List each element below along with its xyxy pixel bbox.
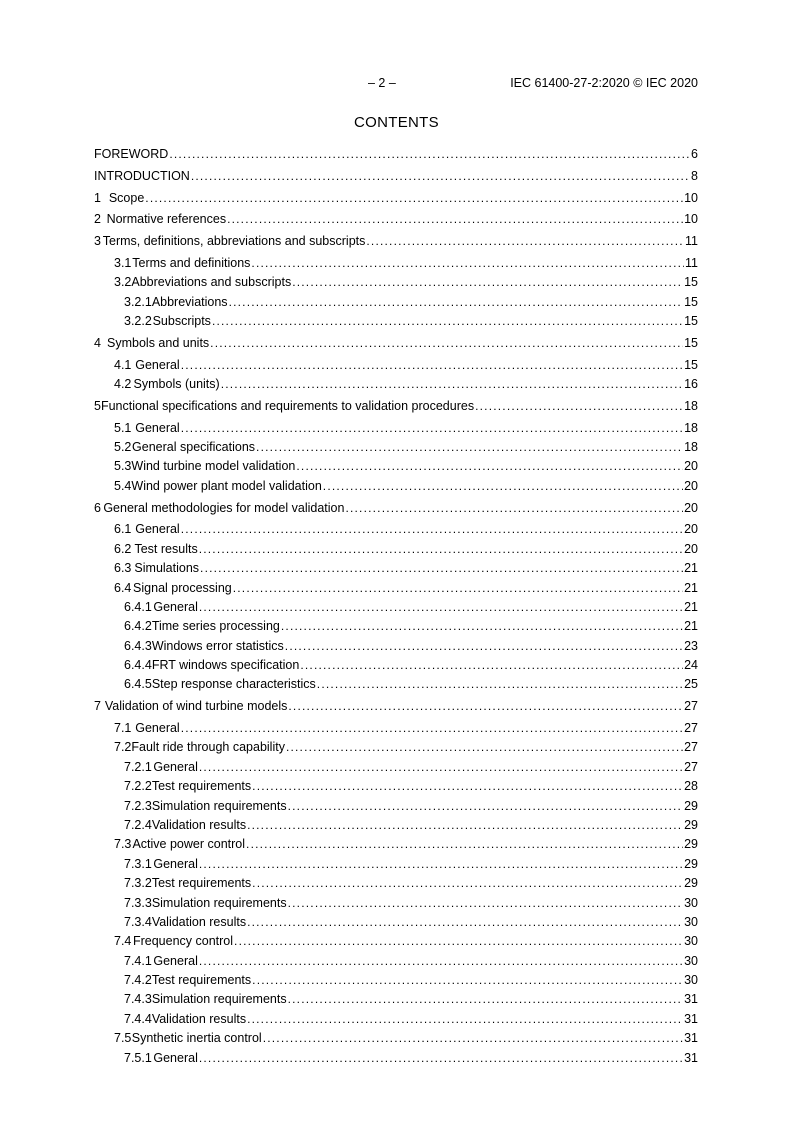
- toc-entry-title: Terms, definitions, abbreviations and subscripts: [103, 232, 367, 251]
- toc-entry-page: 20: [684, 459, 698, 474]
- toc-entry[interactable]: [94, 293, 698, 312]
- toc-entry-title: General: [135, 520, 180, 539]
- toc-entry-number: 2: [94, 212, 101, 227]
- toc-entry[interactable]: [94, 675, 698, 694]
- toc-entry-title: Abbreviations and subscripts: [131, 273, 292, 292]
- toc-entry-number: 7.4: [114, 934, 132, 949]
- toc-entry-page: 30: [684, 953, 698, 968]
- toc-leader-dots: [247, 816, 683, 835]
- toc-entry-title: Test requirements: [152, 777, 252, 796]
- toc-entry[interactable]: [94, 210, 698, 229]
- toc-entry[interactable]: [94, 952, 698, 971]
- toc-entry-title: Subscripts: [153, 312, 212, 331]
- toc-entry[interactable]: [94, 273, 698, 292]
- toc-entry-number: 5.4: [114, 478, 132, 493]
- toc-leader-dots: [212, 312, 683, 331]
- toc-entry-page: 21: [684, 619, 698, 634]
- toc-leader-dots: [288, 697, 683, 716]
- toc-entry[interactable]: [94, 438, 698, 457]
- toc-leader-dots: [285, 637, 683, 656]
- page-header: [0, 76, 793, 92]
- toc-entry-number: 6.4.1: [124, 599, 152, 614]
- toc-leader-dots: [345, 499, 683, 518]
- toc-entry-number: 3.2.1: [124, 294, 152, 309]
- toc-entry-title: Frequency control: [133, 932, 234, 951]
- toc-entry-number: 7: [94, 699, 101, 714]
- toc-entry-number: 3.1: [114, 255, 132, 270]
- toc-entry-number: 6.4.5: [124, 677, 152, 692]
- toc-leader-dots: [247, 913, 683, 932]
- toc-leader-dots: [252, 971, 683, 990]
- toc-leader-dots: [199, 540, 683, 559]
- document-reference: IEC 61400-27-2:2020 © IEC 2020: [510, 76, 698, 90]
- toc-leader-dots: [234, 932, 683, 951]
- toc-leader-dots: [199, 1049, 683, 1068]
- toc-entry-page: 20: [684, 541, 698, 556]
- toc-entry-title: Test results: [134, 540, 198, 559]
- toc-entry-number: 7.3: [114, 837, 132, 852]
- contents-title: CONTENTS: [354, 114, 439, 131]
- toc-entry-title: Wind turbine model validation: [131, 457, 296, 476]
- toc-entry-number: 7.5: [114, 1031, 132, 1046]
- toc-entry-number: 7.1: [114, 721, 132, 736]
- toc-entry[interactable]: [94, 312, 698, 331]
- toc-entry[interactable]: [94, 559, 698, 578]
- toc-entry-number: 6.4.3: [124, 638, 152, 653]
- toc-entry[interactable]: [94, 397, 698, 416]
- toc-entry-title: General: [135, 419, 180, 438]
- toc-entry-number: 4.1: [114, 357, 132, 372]
- toc-entry[interactable]: [94, 457, 698, 476]
- toc-entry-number: 6.3: [114, 561, 132, 576]
- toc-entry[interactable]: [94, 1010, 698, 1029]
- toc-entry-page: 18: [684, 420, 698, 435]
- toc-entry-number: 6.4.4: [124, 658, 152, 673]
- toc-entry[interactable]: [94, 932, 698, 951]
- toc-entry[interactable]: [94, 894, 698, 913]
- toc-entry-page: 27: [684, 699, 698, 714]
- toc-entry[interactable]: [94, 598, 698, 617]
- toc-entry-page: 27: [684, 721, 698, 736]
- toc-leader-dots: [286, 738, 683, 757]
- toc-entry-number: 5.1: [114, 420, 132, 435]
- toc-entry-page: 29: [684, 837, 698, 852]
- toc-entry-title: Symbols and units: [107, 334, 210, 353]
- toc-entry[interactable]: [94, 375, 698, 394]
- toc-leader-dots: [199, 598, 683, 617]
- toc-entry-number: 7.3.2: [124, 876, 152, 891]
- toc-leader-dots: [252, 777, 683, 796]
- toc-entry[interactable]: [94, 540, 698, 559]
- toc-entry-title: Fault ride through capability: [131, 738, 286, 757]
- toc-entry-page: 31: [684, 992, 698, 1007]
- toc-entry-title: Windows error statistics: [152, 637, 285, 656]
- toc-entry[interactable]: [94, 520, 698, 539]
- toc-entry-page: 15: [684, 294, 698, 309]
- toc-entry-title: General methodologies for model validation: [103, 499, 345, 518]
- toc-entry-page: 31: [684, 1050, 698, 1065]
- toc-entry-title: Terms and definitions: [132, 254, 251, 273]
- toc-entry-title: Active power control: [132, 835, 246, 854]
- toc-entry-number: 6.4: [114, 580, 132, 595]
- toc-entry-title: Validation results: [152, 816, 247, 835]
- toc-entry[interactable]: [94, 697, 698, 716]
- toc-entry-page: 24: [684, 658, 698, 673]
- toc-entry-title: Step response characteristics: [152, 675, 317, 694]
- toc-entry-page: 11: [685, 234, 698, 249]
- toc-entry-number: 7.3.3: [124, 895, 152, 910]
- toc-entry-number: 3.2: [114, 275, 132, 290]
- toc-entry[interactable]: [94, 1049, 698, 1068]
- toc-leader-dots: [251, 254, 684, 273]
- toc-entry-number: 6.1: [114, 522, 132, 537]
- toc-entry-number: 7.2.1: [124, 759, 152, 774]
- toc-entry[interactable]: [94, 499, 698, 518]
- toc-entry-page: 21: [684, 561, 698, 576]
- toc-leader-dots: [296, 457, 683, 476]
- toc-entry-title: INTRODUCTION: [94, 167, 191, 186]
- toc-entry-page: 29: [684, 817, 698, 832]
- toc-entry-title: Wind power plant model validation: [131, 477, 322, 496]
- toc-entry[interactable]: [94, 637, 698, 656]
- toc-leader-dots: [181, 719, 683, 738]
- toc-entry-page: 18: [684, 439, 698, 454]
- toc-entry-number: 3.2.2: [124, 314, 152, 329]
- toc-entry-title: General: [135, 719, 180, 738]
- toc-entry[interactable]: [94, 913, 698, 932]
- toc-entry-number: 4: [94, 335, 101, 350]
- toc-entry[interactable]: [94, 971, 698, 990]
- toc-entry-page: 20: [684, 522, 698, 537]
- toc-leader-dots: [281, 617, 683, 636]
- toc-entry-title: Normative references: [107, 210, 228, 229]
- toc-entry-title: Signal processing: [133, 579, 233, 598]
- toc-leader-dots: [263, 1029, 683, 1048]
- toc-entry[interactable]: [94, 334, 698, 353]
- toc-entry[interactable]: [94, 719, 698, 738]
- toc-leader-dots: [233, 579, 683, 598]
- toc-leader-dots: [323, 477, 683, 496]
- toc-entry-title: Simulation requirements: [152, 990, 288, 1009]
- toc-entry-page: 10: [684, 212, 698, 227]
- toc-entry-page: 18: [684, 398, 698, 413]
- toc-entry[interactable]: [94, 617, 698, 636]
- toc-entry[interactable]: [94, 777, 698, 796]
- toc-entry-title: Time series processing: [152, 617, 281, 636]
- toc-entry-title: General: [153, 1049, 198, 1068]
- toc-entry[interactable]: [94, 738, 698, 757]
- toc-entry-page: 30: [684, 914, 698, 929]
- toc-entry-title: Test requirements: [152, 874, 252, 893]
- toc-entry-title: Validation results: [152, 913, 247, 932]
- toc-entry[interactable]: [94, 1029, 698, 1048]
- toc-entry[interactable]: [94, 990, 698, 1009]
- toc-entry-number: 7.2.2: [124, 779, 152, 794]
- toc-entry-title: Validation of wind turbine models: [105, 697, 289, 716]
- toc-entry-title: Synthetic inertia control: [132, 1029, 263, 1048]
- toc-entry-page: 20: [684, 478, 698, 493]
- toc-entry[interactable]: [94, 356, 698, 375]
- toc-entry[interactable]: [94, 189, 698, 208]
- toc-entry-page: 20: [684, 500, 698, 515]
- toc-entry-page: 25: [684, 677, 698, 692]
- toc-entry-page: 30: [684, 895, 698, 910]
- toc-entry-title: Functional specifications and requirements to validation procedures: [101, 397, 475, 416]
- toc-entry[interactable]: [94, 232, 698, 251]
- toc-entry-number: 7.4.4: [124, 1011, 152, 1026]
- toc-entry-title: Simulation requirements: [152, 797, 288, 816]
- toc-entry[interactable]: [94, 579, 698, 598]
- toc-leader-dots: [181, 419, 683, 438]
- toc-entry-title: Simulations: [134, 559, 200, 578]
- toc-entry[interactable]: [94, 419, 698, 438]
- toc-entry-number: 7.5.1: [124, 1050, 152, 1065]
- toc-entry-page: 28: [684, 779, 698, 794]
- toc-entry-title: General: [153, 598, 198, 617]
- table-of-contents: [94, 145, 698, 1068]
- toc-leader-dots: [191, 167, 690, 186]
- toc-entry[interactable]: [94, 797, 698, 816]
- toc-entry-number: 6: [94, 500, 101, 515]
- toc-leader-dots: [221, 375, 683, 394]
- toc-entry-title: FRT windows specification: [152, 656, 301, 675]
- toc-entry-page: 21: [684, 599, 698, 614]
- toc-entry-page: 8: [691, 168, 698, 183]
- toc-entry-page: 16: [684, 377, 698, 392]
- toc-entry[interactable]: [94, 874, 698, 893]
- toc-entry-title: General specifications: [132, 438, 256, 457]
- toc-entry[interactable]: [94, 855, 698, 874]
- toc-entry-page: 31: [684, 1011, 698, 1026]
- toc-leader-dots: [246, 835, 683, 854]
- toc-entry-number: 3: [94, 234, 101, 249]
- toc-entry-page: 29: [684, 798, 698, 813]
- toc-entry-title: Simulation requirements: [152, 894, 288, 913]
- toc-entry[interactable]: [94, 835, 698, 854]
- toc-entry-page: 15: [684, 335, 698, 350]
- toc-entry-title: Validation results: [152, 1010, 247, 1029]
- toc-entry-title: General: [153, 855, 198, 874]
- toc-entry-number: 7.2.4: [124, 817, 152, 832]
- toc-entry-page: 27: [684, 740, 698, 755]
- toc-entry[interactable]: [94, 145, 698, 164]
- page-number: – 2 –: [368, 76, 396, 90]
- toc-leader-dots: [256, 438, 683, 457]
- toc-entry[interactable]: [94, 758, 698, 777]
- toc-entry-number: 5: [94, 398, 101, 413]
- toc-entry-title: Symbols (units): [134, 375, 221, 394]
- toc-entry-number: 7.4.2: [124, 973, 152, 988]
- toc-entry-page: 29: [684, 856, 698, 871]
- toc-entry-page: 30: [684, 973, 698, 988]
- toc-entry-page: 27: [684, 759, 698, 774]
- toc-entry-title: Scope: [109, 189, 145, 208]
- toc-entry-number: 7.3.1: [124, 856, 152, 871]
- toc-leader-dots: [227, 210, 683, 229]
- toc-entry-title: FOREWORD: [94, 145, 169, 164]
- toc-entry[interactable]: [94, 167, 698, 186]
- toc-entry-page: 31: [684, 1031, 698, 1046]
- toc-entry-page: 30: [684, 934, 698, 949]
- toc-leader-dots: [145, 189, 683, 208]
- toc-leader-dots: [210, 334, 683, 353]
- toc-entry-number: 1: [94, 190, 101, 205]
- toc-leader-dots: [366, 232, 684, 251]
- toc-leader-dots: [199, 758, 683, 777]
- toc-leader-dots: [199, 855, 683, 874]
- toc-entry[interactable]: [94, 254, 698, 273]
- toc-entry-number: 5.3: [114, 459, 132, 474]
- toc-leader-dots: [288, 990, 683, 1009]
- toc-entry-title: General: [135, 356, 180, 375]
- toc-entry[interactable]: [94, 816, 698, 835]
- toc-leader-dots: [199, 952, 683, 971]
- toc-leader-dots: [252, 874, 683, 893]
- toc-entry-page: 15: [684, 357, 698, 372]
- toc-entry-number: 7.2.3: [124, 798, 152, 813]
- toc-entry-title: Test requirements: [152, 971, 252, 990]
- toc-leader-dots: [169, 145, 690, 164]
- toc-entry-page: 29: [684, 876, 698, 891]
- toc-entry[interactable]: [94, 477, 698, 496]
- toc-entry-number: 7.4.1: [124, 953, 152, 968]
- toc-leader-dots: [247, 1010, 683, 1029]
- toc-leader-dots: [288, 797, 683, 816]
- toc-leader-dots: [292, 273, 683, 292]
- toc-entry-page: 15: [684, 314, 698, 329]
- toc-entry-number: 5.2: [114, 439, 132, 454]
- toc-leader-dots: [181, 356, 683, 375]
- toc-leader-dots: [475, 397, 683, 416]
- toc-entry-page: 6: [691, 147, 698, 161]
- toc-leader-dots: [288, 894, 683, 913]
- toc-entry-title: Abbreviations: [152, 293, 229, 312]
- toc-entry-page: 15: [684, 275, 698, 290]
- toc-entry-page: 21: [684, 580, 698, 595]
- toc-entry-number: 6.4.2: [124, 619, 152, 634]
- toc-leader-dots: [181, 520, 683, 539]
- toc-entry-number: 7.2: [114, 740, 132, 755]
- toc-entry-number: 6.2: [114, 541, 132, 556]
- toc-leader-dots: [300, 656, 683, 675]
- toc-entry-number: 4.2: [114, 377, 132, 392]
- toc-entry-page: 11: [685, 255, 698, 270]
- toc-entry-page: 23: [684, 638, 698, 653]
- toc-entry-number: 7.3.4: [124, 914, 152, 929]
- toc-entry-title: General: [153, 952, 198, 971]
- toc-entry[interactable]: [94, 656, 698, 675]
- toc-entry-number: 7.4.3: [124, 992, 152, 1007]
- toc-leader-dots: [229, 293, 684, 312]
- toc-leader-dots: [317, 675, 683, 694]
- toc-entry-page: 10: [684, 190, 698, 205]
- toc-leader-dots: [200, 559, 683, 578]
- toc-entry-title: General: [153, 758, 198, 777]
